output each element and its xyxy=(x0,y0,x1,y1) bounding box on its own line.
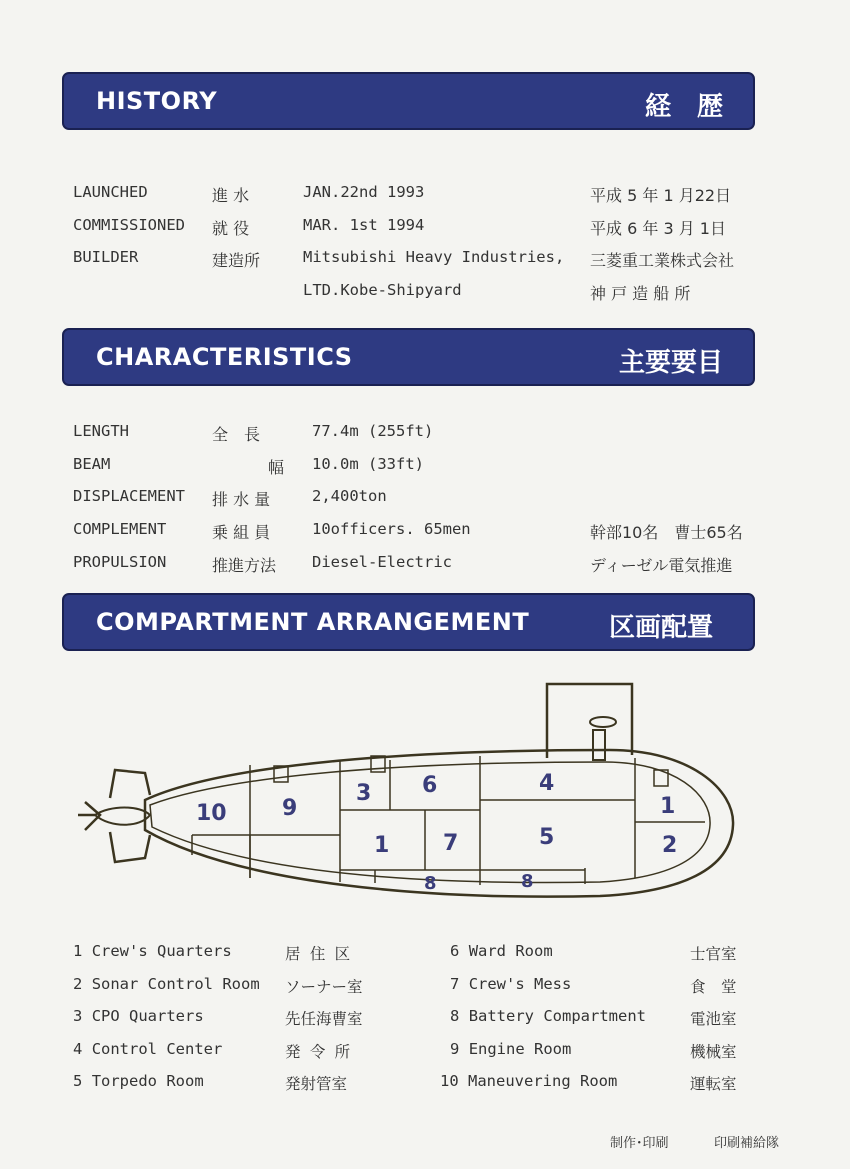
compartment-label: 1 xyxy=(374,833,390,858)
legend-num: 5 xyxy=(73,1072,83,1090)
legend-name-en: Engine Room xyxy=(468,1040,572,1058)
hull-outline xyxy=(145,750,733,897)
legend-num: 9 xyxy=(450,1040,460,1058)
compartment-banner xyxy=(62,593,755,651)
history-label-en: LAUNCHED xyxy=(73,183,148,201)
legend-name-jp: 運転室 xyxy=(690,1075,737,1093)
periscope-mast xyxy=(593,730,605,760)
history-value-jp: 三菱重工業株式会社 xyxy=(590,251,735,270)
char-value-en: 77.4m (255ft) xyxy=(312,422,434,440)
compartment-label: 3 xyxy=(356,781,372,806)
compartment-label: 7 xyxy=(443,831,459,856)
legend-name-jp: 発射管室 xyxy=(285,1075,348,1093)
history-value-jp: 平成 6 年 3 月 1日 xyxy=(590,219,726,238)
char-value-en: 10officers. 65men xyxy=(312,520,471,538)
char-label-jp: 推進方法 xyxy=(212,556,277,575)
legend-name-jp: 食 堂 xyxy=(690,978,737,996)
compartment-label: 8 xyxy=(521,871,534,892)
mast-head xyxy=(590,717,616,727)
legend-item xyxy=(450,1007,646,1025)
submarine-diagram xyxy=(0,670,850,910)
legend-num: 6 xyxy=(450,942,460,960)
char-value-jp: 幹部10名 曹士65名 xyxy=(590,523,743,542)
legend-item xyxy=(450,975,571,993)
legend-name-en: Control Center xyxy=(91,1040,223,1058)
legend-name-en: Ward Room xyxy=(468,942,553,960)
legend-num: 1 xyxy=(73,942,83,960)
char-label-en: COMPLEMENT xyxy=(73,520,167,538)
history-value-en: Mitsubishi Heavy Industries, xyxy=(303,248,565,266)
legend-name-jp: 士官室 xyxy=(690,945,737,963)
char-label-en: BEAM xyxy=(73,455,111,473)
legend-name-jp: 先任海曹室 xyxy=(285,1010,363,1028)
history-value-jp: 神 戸 造 船 所 xyxy=(590,284,691,303)
char-label-jp: 乗 組 員 xyxy=(212,523,271,542)
char-label-en: LENGTH xyxy=(73,422,129,440)
compartment-title-jp: 区画配置 xyxy=(608,613,713,643)
legend-num: 7 xyxy=(450,975,460,993)
char-value-en: 10.0m (33ft) xyxy=(312,455,424,473)
history-value-en: JAN.22nd 1993 xyxy=(303,183,425,201)
rudder-bottom xyxy=(110,832,150,862)
legend-name-en: Battery Compartment xyxy=(468,1007,646,1025)
footer-producer: 印刷補給隊 xyxy=(714,1136,780,1151)
legend-num: 4 xyxy=(73,1040,83,1058)
history-label-en: BUILDER xyxy=(73,248,139,266)
legend-item xyxy=(440,1072,617,1090)
history-banner xyxy=(62,72,755,130)
legend-name-en: Crew's Quarters xyxy=(91,942,232,960)
history-label-jp: 建造所 xyxy=(212,251,261,270)
compartment-label: 10 xyxy=(196,801,227,826)
legend-item xyxy=(73,1072,204,1090)
legend-name-jp: 居 住 区 xyxy=(285,945,351,963)
legend-num: 2 xyxy=(73,975,83,993)
history-label-en: COMMISSIONED xyxy=(73,216,185,234)
rudder-top xyxy=(110,770,150,798)
history-value-jp: 平成 5 年 1 月22日 xyxy=(590,186,732,205)
history-title-jp: 経 歴 xyxy=(644,92,723,122)
history-value-en: MAR. 1st 1994 xyxy=(303,216,425,234)
characteristics-title-jp: 主要要目 xyxy=(618,348,723,378)
legend-item xyxy=(73,1040,222,1058)
char-label-jp: 全 長 xyxy=(212,425,261,444)
char-label-jp: 幅 xyxy=(268,458,285,477)
compartment-label: 5 xyxy=(539,825,555,850)
char-value-en: 2,400ton xyxy=(312,487,387,505)
history-label-jp: 進 水 xyxy=(212,186,250,205)
legend-name-jp: 発 令 所 xyxy=(285,1043,351,1061)
history-row-launched xyxy=(73,183,148,201)
compartment-label: 4 xyxy=(539,771,555,796)
legend-name-jp: 電池室 xyxy=(690,1010,737,1028)
compartment-title-en: COMPARTMENT ARRANGEMENT xyxy=(96,608,530,636)
char-label-en: PROPULSION xyxy=(73,553,167,571)
history-value-en: LTD.Kobe-Shipyard xyxy=(303,281,462,299)
legend-name-en: Maneuvering Room xyxy=(468,1072,618,1090)
char-label-jp: 排 水 量 xyxy=(212,490,271,509)
char-value-jp: ディーゼル電気推進 xyxy=(590,556,733,575)
legend-item xyxy=(450,942,553,960)
legend-item xyxy=(73,1007,204,1025)
legend-item xyxy=(73,975,260,993)
history-label-jp: 就 役 xyxy=(212,219,250,238)
tail-cone xyxy=(95,808,150,825)
char-label-en: DISPLACEMENT xyxy=(73,487,185,505)
legend-name-jp: ソーナー室 xyxy=(285,978,363,996)
characteristics-title-en: CHARACTERISTICS xyxy=(96,343,353,371)
compartment-label: 1 xyxy=(660,794,676,819)
char-value-en: Diesel-Electric xyxy=(312,553,452,571)
footer-production-label: 制作･印刷 xyxy=(610,1136,669,1151)
legend-num: 10 xyxy=(440,1072,459,1090)
legend-num: 8 xyxy=(450,1007,460,1025)
compartment-label: 2 xyxy=(662,833,678,858)
legend-item xyxy=(73,942,232,960)
compartment-label: 8 xyxy=(424,873,437,894)
history-title-en: HISTORY xyxy=(96,87,218,115)
characteristics-banner xyxy=(62,328,755,386)
legend-name-en: Torpedo Room xyxy=(91,1072,204,1090)
compartment-label: 9 xyxy=(282,796,298,821)
legend-name-en: CPO Quarters xyxy=(91,1007,204,1025)
legend-name-en: Crew's Mess xyxy=(468,975,572,993)
legend-num: 3 xyxy=(73,1007,83,1025)
legend-name-en: Sonar Control Room xyxy=(91,975,260,993)
legend-name-jp: 機械室 xyxy=(690,1043,737,1061)
compartment-label: 6 xyxy=(422,773,438,798)
legend-item xyxy=(450,1040,571,1058)
